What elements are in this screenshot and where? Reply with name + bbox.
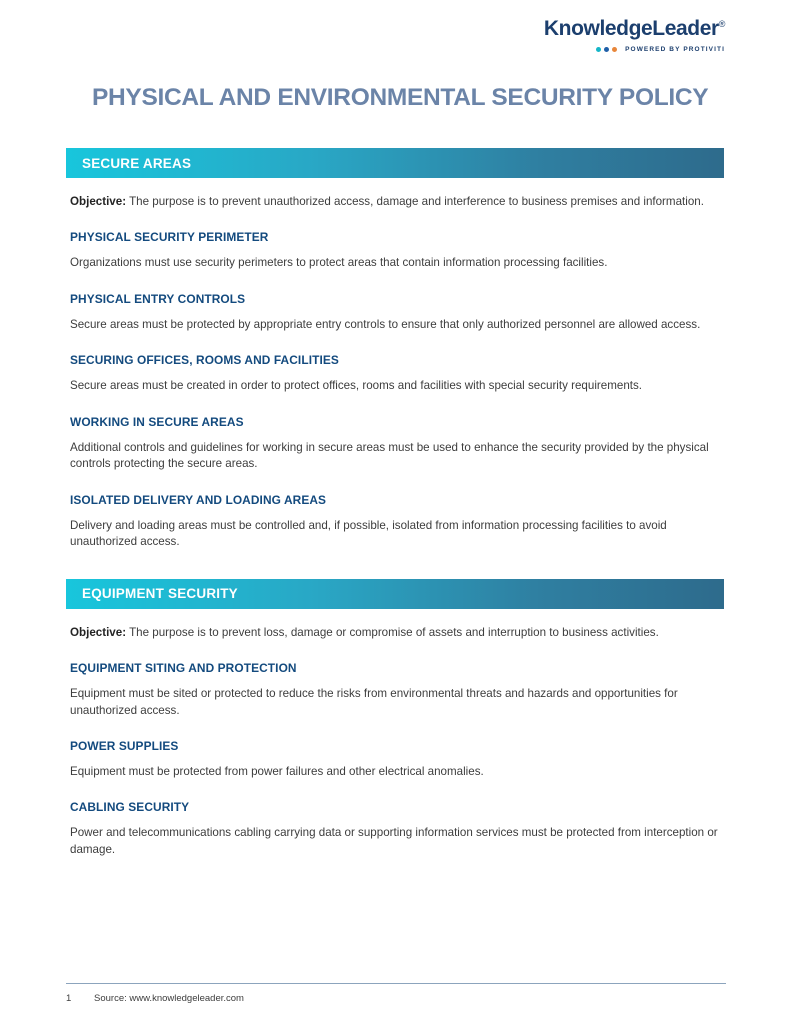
objective-text: The purpose is to prevent loss, damage or compromise of assets and interruption to business activities. <box>126 625 659 639</box>
objective-label: Objective: <box>70 195 127 208</box>
section-secure-areas <box>66 148 724 551</box>
subsection-body-equipment-siting-and-protection: Equipment must be sited or protected to reduce the risks from environmental threats and hazards and opportunities for unauthorized access. <box>70 687 678 717</box>
subsection-heading-cabling-security: CABLING SECURITY <box>70 800 190 815</box>
section-banner-equipment-security <box>66 579 724 609</box>
section-banner-label: SECURE AREAS <box>82 155 192 171</box>
footer-divider <box>66 983 726 985</box>
logo-wordmark-leader: Leader <box>652 17 719 40</box>
subsection-heading-isolated-delivery-and-loading-areas: ISOLATED DELIVERY AND LOADING AREAS <box>70 492 327 507</box>
subsection-body-power-supplies: Equipment must be protected from power failures and other electrical anomalies. <box>70 764 484 778</box>
document-body <box>66 148 724 858</box>
footer-source: Source: www.knowledgeleader.com <box>94 993 244 1004</box>
logo-subline <box>505 46 725 53</box>
subsection-heading-physical-entry-controls: PHYSICAL ENTRY CONTROLS <box>70 291 246 306</box>
logo-wordmark <box>505 18 725 39</box>
logo-dot-blue-icon <box>604 47 609 52</box>
subsection-body-physical-entry-controls: Secure areas must be protected by appropriate entry controls to ensure that only authorized personnel are allowed access. <box>70 317 701 331</box>
subsection-body-working-in-secure-areas: Additional controls and guidelines for working in secure areas must be used to enhance the security provided by the physical controls protecting the secure areas. <box>70 440 709 471</box>
logo-tagline: POWERED BY PROTIVITI <box>625 46 725 53</box>
objective-secure-areas <box>66 194 724 210</box>
page-number: 1 <box>66 993 72 1004</box>
objective-label: Objective: <box>70 625 127 639</box>
subsection-body-cabling-security: Power and telecommunications cabling carrying data or supporting information services must be protected from interception or damage. <box>70 826 718 856</box>
objective-equipment-security <box>66 625 724 641</box>
subsection-heading-equipment-siting-and-protection: EQUIPMENT SITING AND PROTECTION <box>70 661 297 676</box>
footer-content <box>66 993 726 1004</box>
subsection-body-securing-offices-rooms-and-facilities: Secure areas must be created in order to protect offices, rooms and facilities with special security requirements. <box>70 379 643 393</box>
logo-dot-orange-icon <box>612 47 617 52</box>
subsection-heading-working-in-secure-areas: WORKING IN SECURE AREAS <box>70 414 244 429</box>
section-equipment-security <box>66 579 724 859</box>
logo-dot-teal-icon <box>596 47 601 52</box>
subsection-body-physical-security-perimeter: Organizations must use security perimeters to protect areas that contain information processing facilities. <box>70 256 608 270</box>
logo-wordmark-knowledge: Knowledge <box>543 17 653 40</box>
brand-logo <box>505 18 725 53</box>
objective-text: The purpose is to prevent unauthorized access, damage and interference to business premises and information. <box>126 195 704 208</box>
section-banner-secure-areas <box>66 148 724 178</box>
logo-dots-icon <box>596 47 617 52</box>
subsection-heading-power-supplies: POWER SUPPLIES <box>70 738 179 753</box>
subsection-heading-securing-offices-rooms-and-facilities: SECURING OFFICES, ROOMS AND FACILITIES <box>70 353 339 368</box>
section-banner-label: EQUIPMENT SECURITY <box>82 586 238 602</box>
page-footer <box>66 983 726 1005</box>
subsection-body-isolated-delivery-and-loading-areas: Delivery and loading areas must be controlled and, if possible, isolated from information processing facilities to avoid unauthorized access. <box>70 518 667 549</box>
page-title: PHYSICAL AND ENVIRONMENTAL SECURITY POLICY <box>92 84 709 111</box>
subsection-heading-physical-security-perimeter: PHYSICAL SECURITY PERIMETER <box>70 230 269 245</box>
section-spacer <box>66 551 724 579</box>
registered-trademark-icon: ® <box>718 19 725 29</box>
